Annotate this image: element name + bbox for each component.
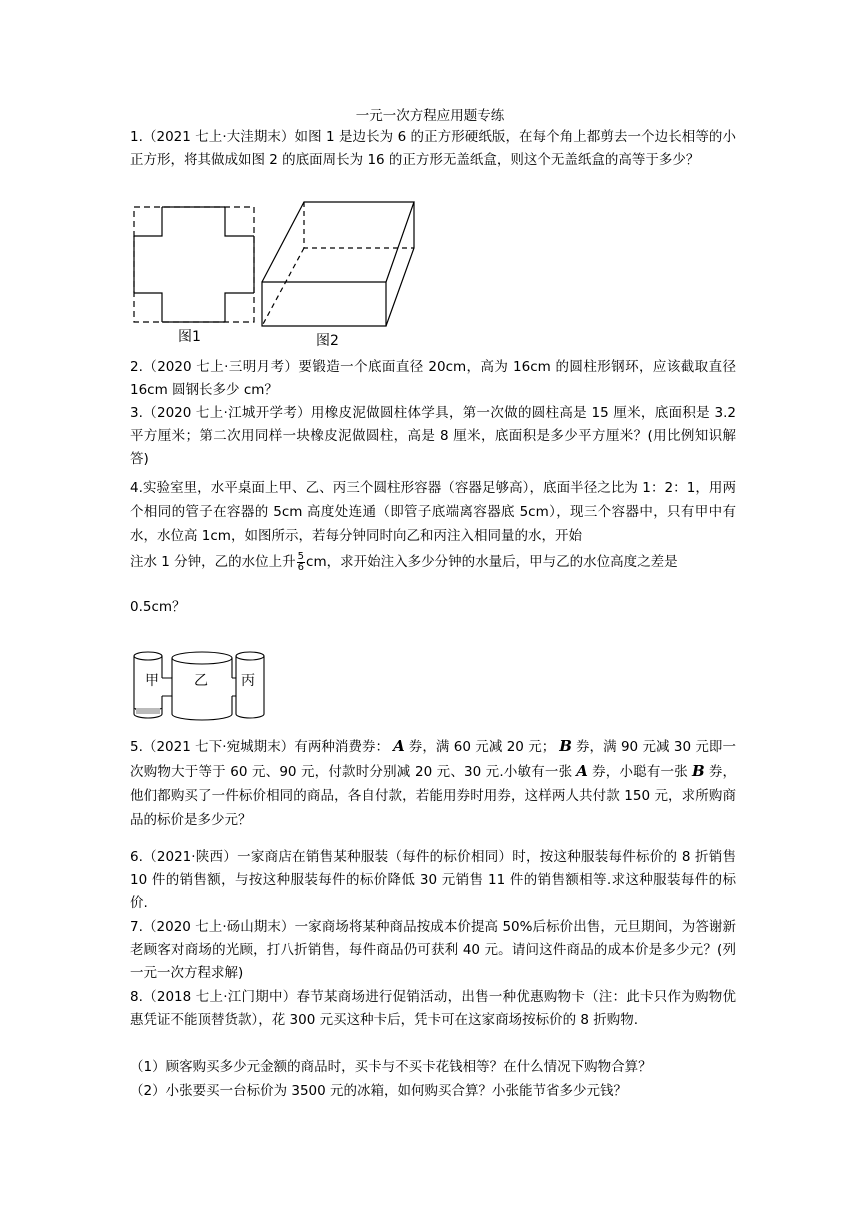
container-label-jia: 甲 — [145, 673, 159, 689]
question-5-part-5: 券，他们都购买了一件标价相同的商品，各自付款，若能用券时用券，这样两人共付款 150 元，求所购商品的标价是多少元？ — [130, 764, 737, 828]
question-5-text — [130, 734, 736, 832]
question-4-line-5: 0.5cm？ — [130, 599, 186, 615]
container-label-yi: 乙 — [194, 673, 208, 689]
question-8-text: 8.（2018 七上·江门期中）春节某商场进行促销活动，出售一种优惠购物卡（注：此卡只作为购物优惠凭证不能顶替货款），花 300 元买这种卡后，凭卡可在这家商场按标价的 8 折购物. — [130, 989, 736, 1028]
question-5-part-2: 券，满 60 元减 20 元； — [408, 739, 556, 755]
question-3-text: 3.（2020 七上·江城开学考）用橡皮泥做圆柱体学具，第一次做的圆柱高是 15 厘米，底面积是 3.2 平方厘米；第二次用同样一块橡皮泥做圆柱，高是 8 厘米，底面积是多少平方厘米？(用比例知识解答) — [130, 405, 736, 467]
container-label-bing: 丙 — [241, 673, 255, 689]
figure-1-caption: 图1 — [178, 329, 201, 345]
figure-2-caption: 图2 — [316, 333, 339, 349]
question-1-text: 1.（2021 七上·大洼期末）如图 1 是边长为 6 的正方形硬纸版，在每个角上都剪去一个边长相等的小正方形，将其做成如图 2 的底面周长为 16 的正方形无盖纸盒，则这个无盖纸盒的高等于多少？ — [130, 129, 736, 168]
question-7-text: 7.（2020 七上·砀山期末）一家商场将某种商品按成本价提高 50%后标价出售，元旦期间，为答谢新老顾客对商场的光顾，打八折销售，每件商品仍可获利 40 元。请问这件商品的成本价是多少元？(列一元一次方程求解) — [130, 919, 736, 981]
question-8-sub-1: （1）顾客购买多少元金额的商品时，买卡与不买卡花钱相等？在什么情况下购物合算？ — [130, 1059, 652, 1075]
fraction-numerator: 5 — [297, 550, 305, 562]
question-4-part-c: cm，求开始注入多少分钟的水量后，甲与乙的水位高度之差是 — [306, 554, 678, 570]
question-8-sub-2: （2）小张要买一台标价为 3500 元的冰箱，如何购买合算？小张能节省多少元钱？ — [130, 1083, 628, 1099]
coupon-b-label: B — [559, 737, 572, 755]
coupon-b-label-2: B — [691, 762, 705, 780]
question-2-text: 2.（2020 七上·三明月考）要锻造一个底面直径 20cm，高为 16cm 的圆柱形钢环，应该截取直径 16cm 圆钢长多少 cm？ — [130, 359, 736, 398]
fraction-five-sixths — [297, 552, 305, 573]
fraction-denominator: 6 — [297, 561, 305, 573]
coupon-a-label-2: A — [576, 762, 588, 780]
question-4-part-b: 注水 1 分钟，乙的水位上升 — [130, 554, 296, 570]
question-5-part-1: 5.（2021 七下·宛城期末）有两种消费券： — [130, 739, 390, 755]
question-4-line-4 — [130, 550, 736, 574]
question-4-text: 4.实验室里，水平桌面上甲、乙、丙三个圆柱形容器（容器足够高），底面半径之比为 1：2：1，用两个相同的管子在容器的 5cm 高度处连通（即管子底端离容器底 5cm），现三个容器中，只有甲中有水，水位高 1cm，如图所示，若每分钟同时向乙和丙注入相同量的水，开始 — [130, 480, 736, 544]
question-5-part-4: 券，小聪有一张 — [591, 764, 688, 780]
figure-2-open-box — [258, 198, 418, 338]
question-6-text: 6.（2021·陕西）一家商店在销售某种服装（每件的标价相同）时，按这种服装每件标价的 8 折销售 10 件的销售额，与按这种服装每件的标价降低 30 元销售 11 件的销售额相等.求这种服装每件的标价. — [130, 849, 736, 911]
coupon-a-label: A — [393, 737, 405, 755]
question-5-part-3: 券，满 90 元减 30 元即一次购物大于等于 60 元、90 元，付款时分别减 20 元、30 元.小敏有一张 — [130, 739, 736, 780]
page-title: 一元一次方程应用题专练 — [355, 108, 505, 124]
